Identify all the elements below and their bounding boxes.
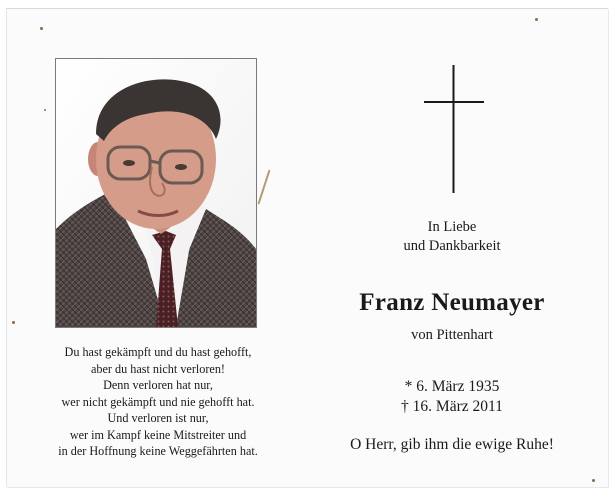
portrait-photo-icon xyxy=(56,59,256,327)
paper-scratch xyxy=(257,170,270,205)
memorial-poem xyxy=(33,344,283,460)
birth-date: * 6. März 1935 xyxy=(404,378,500,395)
poem-line: Und verloren ist nur, xyxy=(107,411,209,425)
poem-line: wer nicht gekämpft und nie gehofft hat. xyxy=(61,394,255,409)
paper-speck xyxy=(44,109,46,111)
poem-line: in der Hoffnung keine Weggefährten hat. xyxy=(58,444,258,458)
paper-speck xyxy=(40,27,43,30)
poem-line: Denn verloren hat nur, xyxy=(103,378,213,392)
poem-line: aber du hast nicht verloren! xyxy=(90,361,225,376)
death-date: † 16. März 2011 xyxy=(401,398,503,415)
portrait-photo xyxy=(55,58,257,328)
deceased-origin: von Pittenhart xyxy=(411,327,493,343)
dedication-line: In Liebe xyxy=(427,219,477,235)
paper-speck xyxy=(12,321,15,324)
deceased-name: Franz Neumayer xyxy=(359,289,545,316)
prayer-text: O Herr, gib ihm die ewige Ruhe! xyxy=(350,436,554,453)
poem-line: Du hast gekämpft und du hast gehofft, xyxy=(64,345,252,359)
paper-speck xyxy=(535,18,538,21)
poem-line: wer im Kampf keine Mitstreiter und xyxy=(69,427,247,442)
dedication-line: und Dankbarkeit xyxy=(403,238,501,254)
paper-speck xyxy=(592,479,595,482)
cross-icon xyxy=(424,65,484,193)
memorial-card xyxy=(6,8,608,487)
dedication xyxy=(317,218,587,256)
